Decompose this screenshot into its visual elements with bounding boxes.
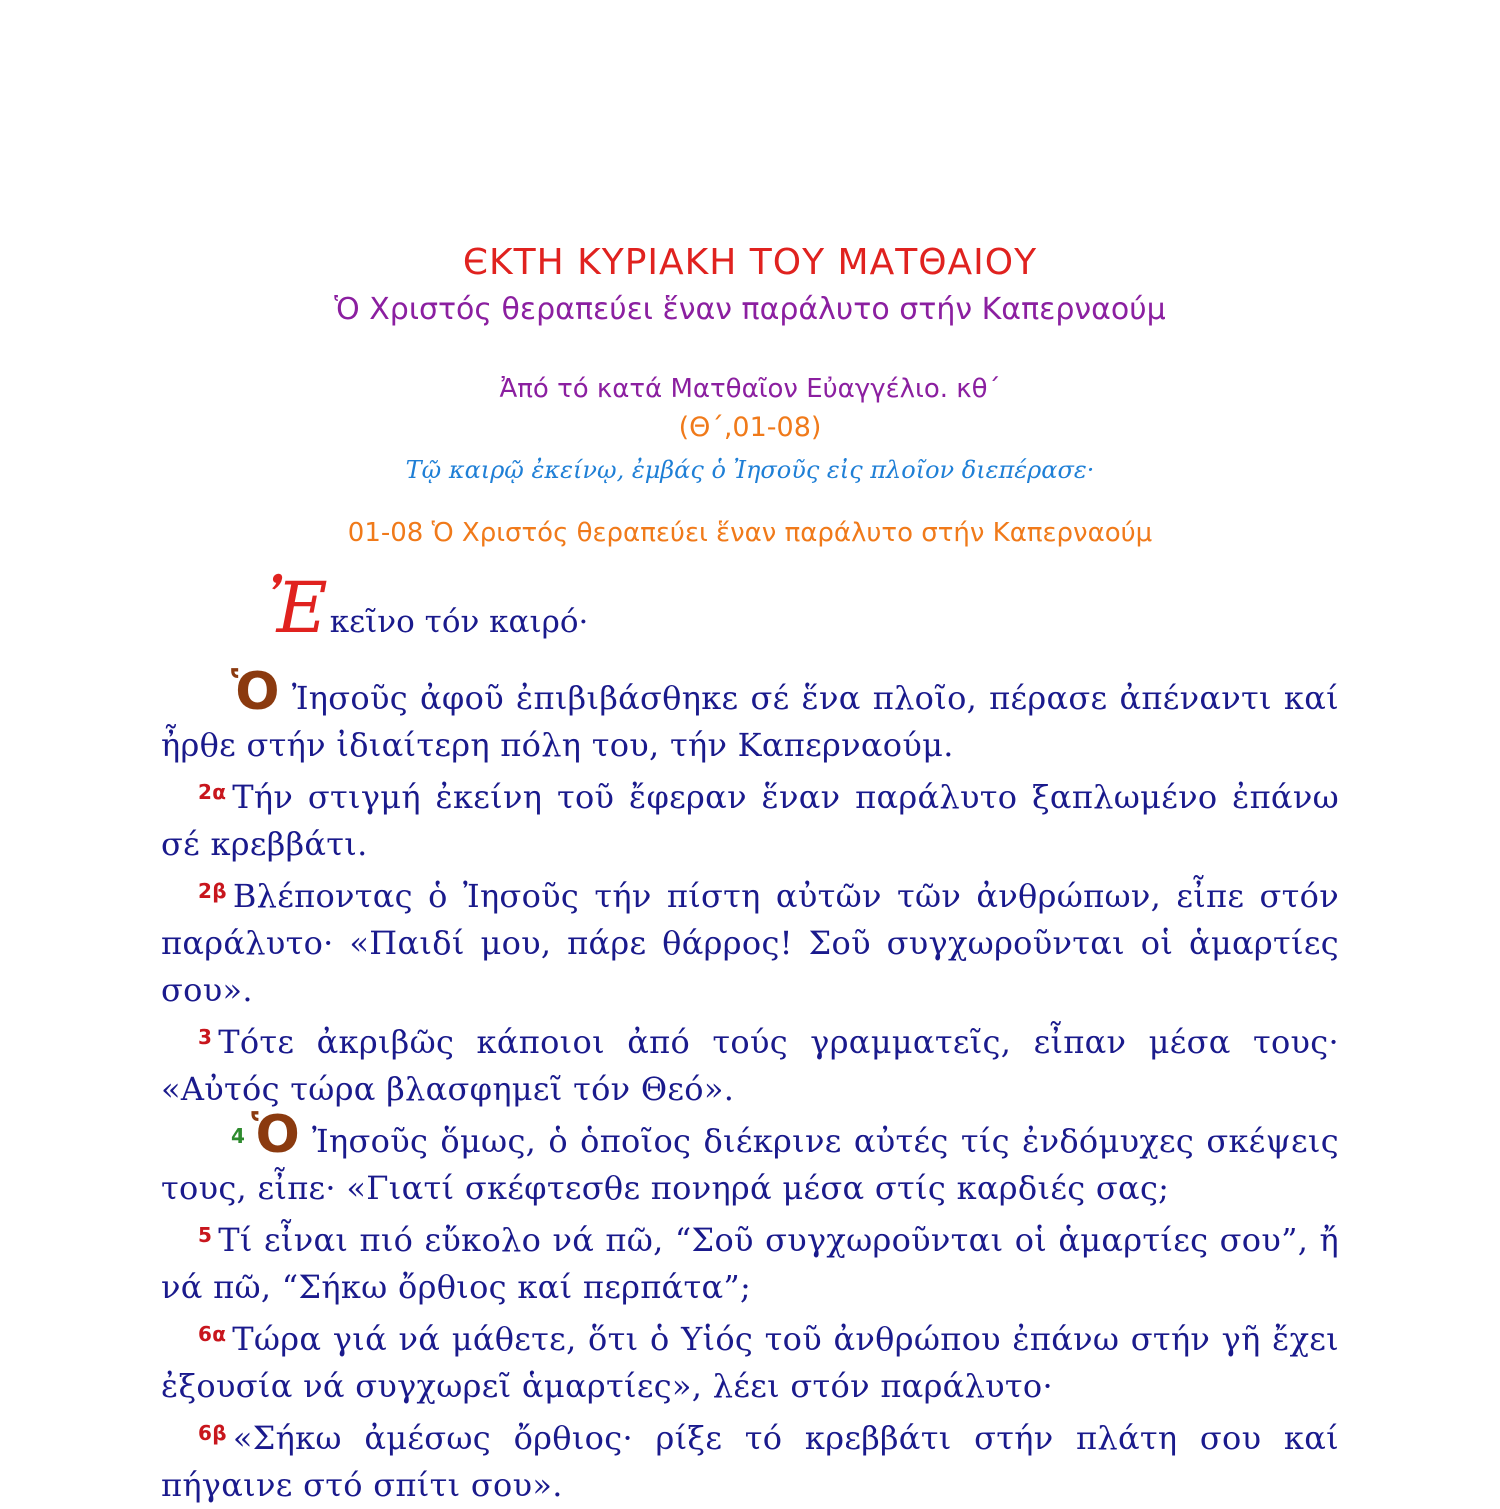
verse-1 bbox=[161, 662, 1339, 769]
gospel-source: Ἀπό τό κατά Ματθαῖον Εὐαγγέλιο. κθ΄ bbox=[499, 374, 1001, 404]
verse-number: 5 bbox=[198, 1223, 213, 1247]
verse-big-letter: Ὁ bbox=[251, 1105, 301, 1165]
opening-line bbox=[268, 568, 588, 660]
verse-text: Τήν στιγμή ἐκείνη τοῦ ἔφεραν ἕναν παράλυτο ξαπλωμένο ἐπάνω σέ κρεββάτι. bbox=[161, 778, 1339, 863]
verses-block-1 bbox=[161, 662, 1339, 1113]
chapter-reference: (Θ΄,01-08) bbox=[678, 412, 822, 443]
verse-text: Τί εἶναι πιό εὔκολο νά πῶ, “Σοῦ συγχωροῦνται οἱ ἁμαρτίες σου”, ἤ νά πῶ, “Σήκω ὄρθιος καί περπάτα”; bbox=[161, 1221, 1339, 1306]
verse-text: Τότε ἀκριβῶς κάποιοι ἀπό τούς γραμματεῖς, εἶπαν μέσα τους· «Αὐτός τώρα βλασφημεῖ τόν Θεό». bbox=[161, 1023, 1339, 1108]
page-subtitle: Ὁ Χριστός θεραπεύει ἕναν παράλυτο στήν Καπερναούμ bbox=[334, 292, 1166, 327]
verse-number: 2α bbox=[198, 780, 227, 804]
page-title: ЄΚΤΗ ΚΥΡΙΑΚΗ ΤΟΥ ΜΑΤΘΑΙΟΥ bbox=[462, 242, 1038, 283]
verse-5 bbox=[161, 1212, 1339, 1311]
verse-big-letter: Ὁ bbox=[231, 662, 280, 722]
verse-number: 6β bbox=[198, 1421, 227, 1445]
verse-text: Τώρα γιά νά μάθετε, ὅτι ὁ Υἱός τοῦ ἀνθρώπου ἐπάνω στήν γῆ ἔχει ἐξουσία νά συγχωρεῖ ἁμαρτίες», λέει στόν παράλυτο· bbox=[161, 1320, 1339, 1405]
verse-number: 4 bbox=[231, 1124, 246, 1148]
verse-number: 6α bbox=[198, 1322, 227, 1346]
verse-2b bbox=[161, 868, 1339, 1014]
opening-text: κεῖνο τόν καιρό· bbox=[329, 604, 589, 640]
verse-6a bbox=[161, 1311, 1339, 1410]
verse-3 bbox=[161, 1014, 1339, 1113]
verse-text: Ἰησοῦς ἀφοῦ ἐπιβιβάσθηκε σέ ἕνα πλοῖο, πέρασε ἀπέναντι καί ἦρθε στήν ἰδιαίτερη πόλη του, τήν Καπερναούμ. bbox=[161, 679, 1339, 764]
verse-text: Βλέποντας ὁ Ἰησοῦς τήν πίστη αὐτῶν τῶν ἀνθρώπων, εἶπε στόν παράλυτο· «Παιδί μου, πάρε θάρρος! Σοῦ συγχωροῦνται οἱ ἁμαρτίες σου». bbox=[161, 877, 1339, 1009]
verse-number: 3 bbox=[198, 1025, 213, 1049]
section-heading: 01-08 Ὁ Χριστός θεραπεύει ἕναν παράλυτο στήν Καπερναούμ bbox=[347, 518, 1153, 548]
drop-initial: Ἐ bbox=[268, 567, 328, 649]
verse-6b bbox=[161, 1410, 1339, 1509]
liturgical-intro: Τῷ καιρῷ ἐκείνῳ, ἐμβάς ὁ Ἰησοῦς εἰς πλοῖον διεπέρασε· bbox=[405, 456, 1095, 484]
verse-text: Ἰησοῦς ὅμως, ὁ ὁποῖος διέκρινε αὐτές τίς ἐνδόμυχες σκέψεις τους, εἶπε· «Γιατί σκέφτεσθε πονηρά μέσα στίς καρδιές σας; bbox=[161, 1122, 1339, 1207]
verse-number: 2β bbox=[198, 879, 227, 903]
verses-block-2 bbox=[161, 1105, 1339, 1509]
verse-4 bbox=[161, 1105, 1339, 1212]
verse-2a bbox=[161, 769, 1339, 868]
verse-text: «Σήκω ἀμέσως ὄρθιος· ρίξε τό κρεββάτι στήν πλάτη σου καί πήγαινε στό σπίτι σου». bbox=[161, 1419, 1339, 1504]
